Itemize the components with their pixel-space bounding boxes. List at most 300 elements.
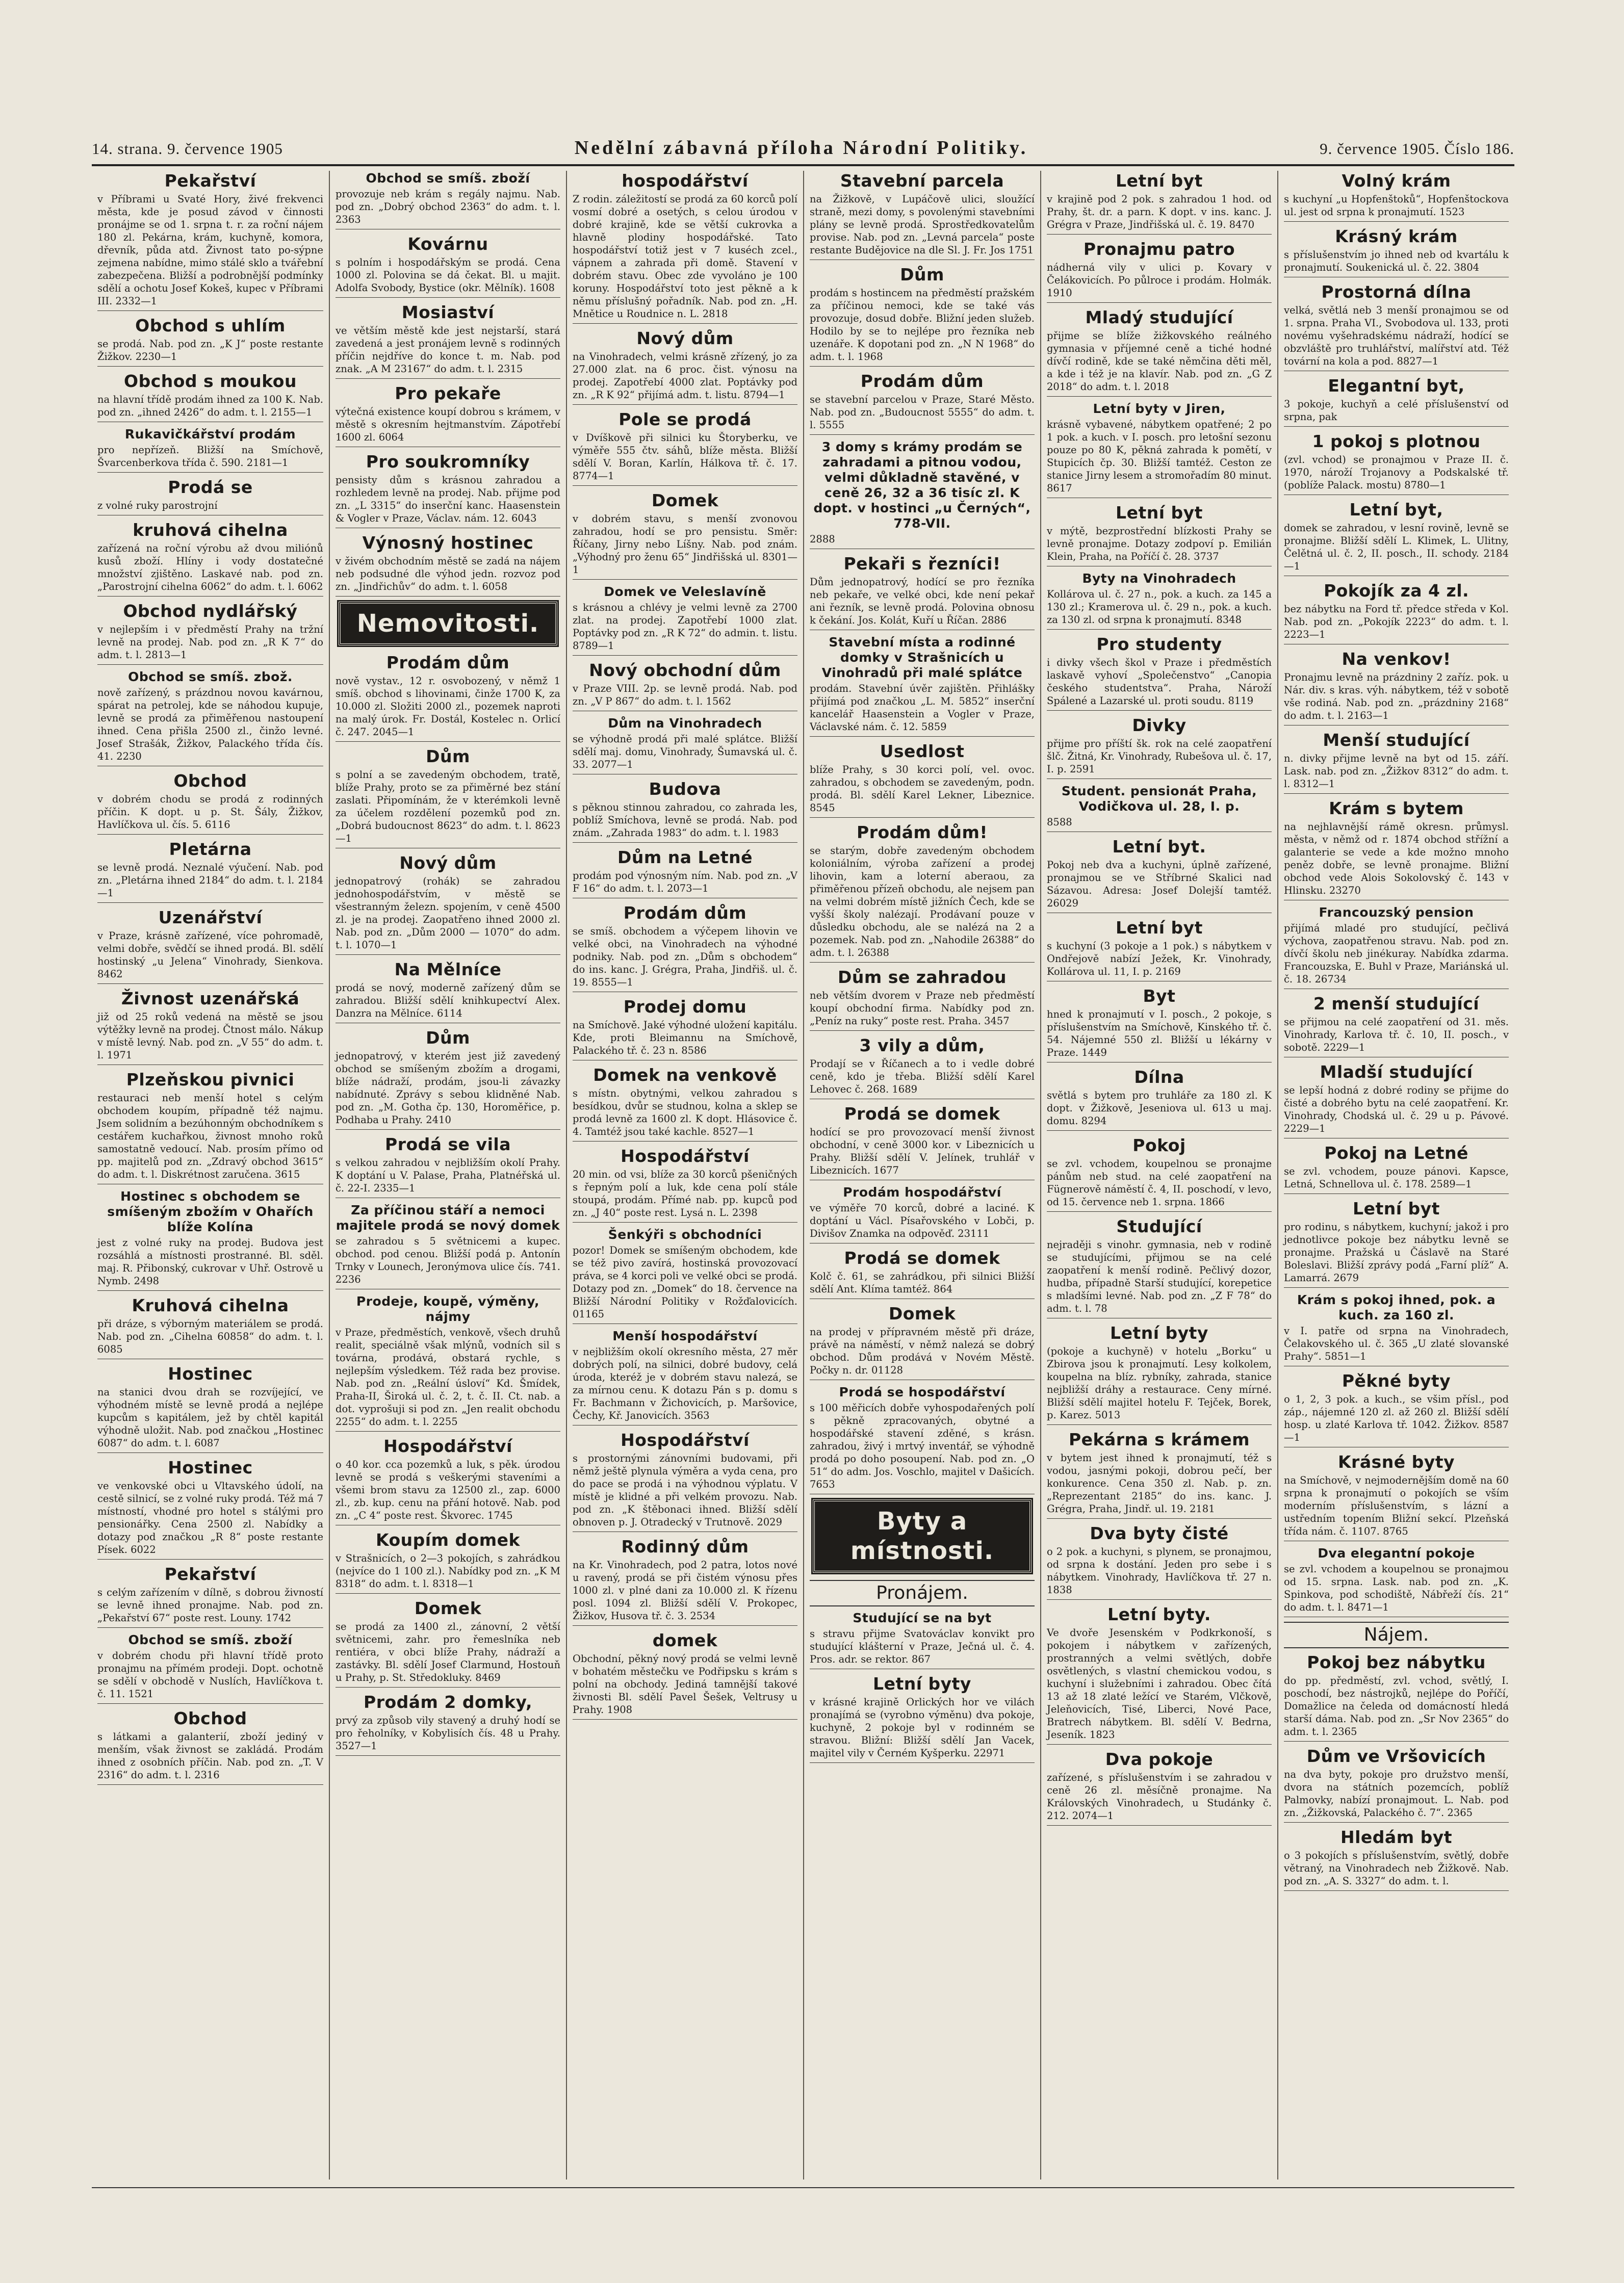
ad-heading: Byty na Vinohradech: [1082, 571, 1236, 586]
ad-text: v dobrém stavu, s menší zvonovou zahradou, hodí se pro pensistu. Směr: Říčany, Jirny nebo Líšny. Nab. pod znám. „Výhodný pro ženu 65“ Jindřišská ul. 8301—1: [573, 513, 797, 576]
classified-ad: [1047, 715, 1272, 779]
classified-ad: [97, 477, 323, 515]
ad-heading: Stavební parcela: [840, 171, 1004, 191]
ad-heading: Letní byty v Jiren,: [1093, 401, 1226, 416]
classified-ad: [573, 1329, 797, 1425]
ad-text: 20 min. od vsi, blíže za 30 korců pšeničných s řepným polí a luk, kde cena polí stále stoupá, prodám. Přímé nab. pp. kupců pod zn. „J 40“ poste rest. Lysá n. L. 2398: [573, 1169, 797, 1218]
classified-ad: [97, 371, 323, 422]
ad-heading: Domek: [888, 1304, 956, 1324]
ad-text: v živém obchodním městě se zadá na nájem neb podsudné dle výhod jedn. rozvoz pod zn. „Jindřichův“ do adm. t. l. 6058: [336, 555, 560, 592]
ad-text: na Kr. Vinohradech, pod 2 patra, lotos nové u ravený, prodá se při čistém výnosu přes 1000 zl. v plné dani za 10.000 zl. K řízenu posl. 1094 zl. Bližší sdělí V. Prokopec, Žižkov, Husova tř. č. 3. 2534: [573, 1559, 797, 1622]
ad-text: ve větším městě kde jest nejstarší, stará zavedená a jest pronájem levně s rodinných příčin nejdříve do konce t. m. Nab. pod znak. „A M 23167“ do adm. t. l. 2315: [336, 325, 560, 375]
ad-text: zařízené, s příslušenstvím i se zahradou v ceně 26 zl. měsíčně pronajme. Na Královských Vinohradech, u Studánky č. 212. 2074—1: [1047, 1772, 1272, 1822]
ad-heading: kruhová cihelna: [133, 520, 288, 540]
ad-heading: Za příčinou stáří a nemoci majitele prodá se nový domek: [336, 1203, 560, 1233]
ad-text: 2888: [810, 533, 835, 545]
classified-ad: [1284, 1292, 1509, 1366]
ad-heading: Dům: [900, 265, 944, 284]
ad-text: pro nepřízeň. Bližší na Smíchově, Švarcenberkova třída č. 590. 2181—1: [97, 444, 323, 469]
ad-text: pro rodinu, s nábytkem, kuchyní; jakož i pro jednotlivce pokoje bez nábytku levně se pronajme. Pražská u Čáslavě na Staré Boleslavi. Bližší zprávy podá „Farní plíž“ A. Lamarrá. 2679: [1284, 1221, 1509, 1284]
ad-divider: [97, 472, 323, 473]
masthead-rule: [92, 164, 1514, 166]
ad-heading: Dům se zahradou: [837, 967, 1007, 987]
classified-ad: [97, 427, 323, 473]
ad-text: s prostornými zánovními budovami, při němž ještě plynula výměra a vyda cena, pro do pace se prodá i na výhodnou výplatu. V místě je klidné a při velkém provozu. Nab. pod zn. „K štěbonaci ihned. Bližší sdělí obnoven p. J. Otradecký v Trutnově. 2029: [573, 1452, 797, 1528]
ad-divider: [810, 1030, 1035, 1031]
masthead-title: Nedělní zábavná příloha Národní Politiky.: [574, 137, 1028, 159]
ad-text: i divky všech škol v Praze i předměstích laskavě vyhoví „Společenstvo“ „Canopia českého studentstva“. Praha, Nároží Spálené a Lazarské ul. proti soudu. 8119: [1047, 657, 1272, 707]
ad-divider: [97, 1784, 323, 1785]
ad-text: s příslušenstvím jo ihned neb od kvartálu k pronajmutí. Soukenická ul. č. 22. 3804: [1284, 249, 1509, 273]
ad-divider: [573, 1222, 797, 1223]
classified-ad: [573, 847, 797, 898]
classified-ad: [97, 1632, 323, 1704]
ad-heading: Dům: [426, 746, 470, 766]
classified-ad: [97, 1564, 323, 1628]
ad-divider: [810, 434, 1035, 435]
ad-text: Pokoj neb dva a kuchyni, úplně zařízené, pronajmou se ve Stříbrné Skalici nad Sázavou. Adresa: Josef Dolejší tamtéž. 26029: [1047, 859, 1272, 909]
ad-text: provozuje neb krám s regály najmu. Nab. pod zn. „Dobrý obchod 2363“ do adm. t. l. 2363: [336, 188, 560, 225]
masthead-right: 9. července 1905. Číslo 186.: [1320, 140, 1514, 158]
ad-divider: [1284, 1741, 1509, 1742]
ad-text: již od 25 roků vedená na městě se jsou výtěžky levně na prodej. Čtnost málo. Nákup v místě levný. Nab. pod zn. „V 55“ do adm. t. l. 1971: [97, 1011, 323, 1061]
ad-heading: Dům na Letné: [617, 847, 753, 867]
ad-divider: [1047, 234, 1272, 235]
ad-text: na dva byty, pokoje pro družstvo menší, dvora na státních pozemcích, poblíž Palmovky, nabízí pronajmout. L. Nab. pod zn. „Žižkovská, Palackého č. 7“. 2365: [1284, 1769, 1509, 1819]
ad-divider: [573, 404, 797, 405]
ad-divider: [97, 1559, 323, 1560]
classified-ad: [573, 660, 797, 711]
ad-text: Dům jednopatrový, hodící se pro řezníka neb pekaře, ve velké obci, kde není pekař ani řezník, se levně prodá. Polovina obnosu k čekání. Jos. Kolát, Kuří u Říčan. 2886: [810, 576, 1035, 626]
classified-ad: [1047, 784, 1272, 832]
classified-ad: [336, 746, 560, 848]
ad-heading: Kovárnu: [407, 234, 488, 254]
ad-heading: Prostorná dílna: [1321, 282, 1472, 302]
ad-heading: Prodám dům!: [857, 822, 988, 842]
ad-heading: Šenkýři s obchodníci: [608, 1227, 762, 1242]
ad-heading: 3 vily a dům,: [859, 1035, 985, 1055]
ad-heading: Hostinec: [168, 1458, 253, 1477]
classified-ad: [1284, 376, 1509, 427]
ad-text: prodám. Stavební úvěr zajištěn. Přihlášky přijímá pod značkou „L. M. 5852“ inserční kancelář Haasenstein a Vogler v Praze, Václavské nám. č. 12. 5859: [810, 683, 1035, 733]
ad-divider: [97, 1703, 323, 1704]
ad-heading: Obchod se smíš. zboží: [128, 1632, 293, 1647]
ad-text: (zvl. vchod) se pronajmou v Praze II. č. 1970, nároží Trojanovy a Podskalské tř. (poblíže Palack. mostu) 8780—1: [1284, 454, 1509, 491]
ad-divider: [573, 1141, 797, 1142]
ad-heading: Hospodářství: [621, 1146, 750, 1166]
ad-text: prvý za způsob vily stavený a druhý hodí se pro řeholníky, v Kobylisích čís. 48 u Prahy. 3527—1: [336, 1715, 560, 1752]
classified-ad: [336, 959, 560, 1023]
ad-heading: Menší studující: [1323, 730, 1470, 750]
ad-heading: Obchod: [173, 771, 247, 791]
classified-ad: [810, 1104, 1035, 1180]
ad-text: 3 pokoje, kuchyň a celé příslušenství od srpna, pak: [1284, 398, 1509, 423]
classified-ad: [1284, 798, 1509, 900]
classified-ad: [810, 1611, 1035, 1669]
classified-ad: [336, 1692, 560, 1756]
ad-heading: Divky: [1132, 715, 1187, 735]
ad-text: hodící se pro provozovací menší živnost obchodní, v ceně 3000 kor. v Libeznicích u Prahy. Bližší sdělí V. Jelínek, truhlář v Libeznicích. 1677: [810, 1126, 1035, 1176]
ad-heading: Pletárna: [169, 839, 252, 859]
classified-ad: [1047, 837, 1272, 913]
ad-text: prodám pod výnosným ním. Nab. pod zn. „V F 16“ do adm. t. l. 2073—1: [573, 870, 797, 894]
ad-text: ve výměře 70 korců, dobré a laciné. K doptání u Václ. Písařovského v Lobči, p. Divišov Znamka na odpověď. 23111: [810, 1202, 1035, 1239]
ad-text: v Dvíškově při silnici ku Štoryberku, ve výměře 555 čtv. sáhů, blíže města. Bližší sdělí V. Boran, Karlín, Hálkova tř. č. 17. 8774—1: [573, 432, 797, 482]
classified-ad: [1284, 649, 1509, 725]
ad-heading: Pěkné byty: [1342, 1371, 1451, 1391]
ad-text: v Praze, předměstích, venkově, všech druhů realit, speciálně však mlýnů, vodních sil s továrna, prodává, obstará rychle, s nejlepším výsledkem. Též rada bez provise. Nab. pod zn. „Reální úsloví“ Kd. Šmídek, Praha-II, Široká ul. č. 2, t. č. II. Ct. nab. a dot. vyprošuji si pod zn. „Jen realit obchodu 2255“ do adm. t. l. 2255: [336, 1327, 560, 1428]
ad-heading: Usedlost: [880, 741, 965, 761]
ad-text: v mýtě, bezprostřední blízkosti Prahy se levně pronajme. Dotazy zodpoví p. Emilián Klein, Praha, na Poříčí č. 28. 3737: [1047, 525, 1272, 562]
classified-ad: [573, 171, 797, 324]
ad-divider: [336, 1431, 560, 1432]
classified-ad: [1047, 1067, 1272, 1131]
classified-ad: [97, 520, 323, 596]
classified-ad: [1284, 500, 1509, 576]
classified-ad: [97, 839, 323, 903]
column-4: [803, 171, 1040, 2180]
masthead: [92, 137, 1514, 161]
ad-heading: Francouzský pension: [1319, 905, 1474, 920]
ad-text: Prodají se v Říčanech a to i vedle dobré ceně, kdo je třeba. Bližší sdělí Karel Lehovec č. 268. 1689: [810, 1058, 1035, 1095]
ad-text: do pp. předměstí, zvl. vchod, světlý, I. poschodí, bez nástrojků, nejlépe do Poříčí, Domažlice na čeleda od domácností hledá starší dáma. Nab. pod zn. „Sr Nov 2365“ do adm. t. l. 2365: [1284, 1675, 1509, 1737]
column-5: [1040, 171, 1277, 2180]
ad-text: se starým, dobře zavedeným obchodem koloniálním, výroba zařízení a prodej lihovin, kam a loterní aberaou, za přiměřenou přízeň obchodu, ale nejsem pan na velmi dobrém místě jižních Čech, kde se vyšší školy nalézají. Prodávaní pouze v důsledku obchodu, ale se nalézá na 2 a pozemek. Nab. pod zn. „Nahodile 26388“ do adm. t. l. 26388: [810, 845, 1035, 958]
ad-text: při dráze, s výborným materiálem se prodá. Nab. pod zn. „Cihelna 60858“ do adm. t. l. 6085: [97, 1318, 323, 1355]
ad-text: pensisty dům s krásnou zahradou a rozhledem levně na prodej. Nab. přijme pod zn. „L 3315“ do inserční kanc. Haasenstein & Vogler v Praze, Václav. nám. 12. 6043: [336, 474, 560, 524]
ad-divider: [97, 983, 323, 984]
classified-ad: [810, 1385, 1035, 1494]
ad-text: Kollárova ul. č. 27 n., pok. a kuch. za 145 a 130 zl.; Kramerova ul. č. 29 n., pok. a kuch. za 130 zl. od srpna k pronajmutí. 8348: [1047, 588, 1272, 626]
ad-heading: Dva pokoje: [1105, 1749, 1214, 1769]
ad-heading: Mladší studující: [1320, 1062, 1473, 1082]
ad-heading: Obchod nydlářský: [123, 601, 298, 621]
ad-text: v I. patře od srpna na Vinohradech, Čelakovského ul. č. 365 „U zlaté slovanské Prahy“. 5851—1: [1284, 1325, 1509, 1362]
classified-ad: [573, 490, 797, 580]
ad-text: v Praze, krásně zařízené, více pohromadě, velmi dobře, svědčí se ihned prodá. Bl. sdělí hostinský „u Jelena“ Vinohrady, Sienkova. 8462: [97, 930, 323, 980]
classified-ad: [1047, 307, 1272, 397]
classified-ad: [573, 1537, 797, 1626]
classified-ad: [1047, 571, 1272, 630]
classified-ad: [336, 1598, 560, 1688]
ad-text: se zvl. vchodem, pouze pánovi. Kapsce, Letná, Schnellova ul. č. 178. 2589—1: [1284, 1165, 1509, 1190]
ad-heading: Rodinný dům: [621, 1537, 749, 1556]
classified-ad: [97, 771, 323, 835]
ad-divider: [1047, 302, 1272, 303]
ad-heading: Kruhová cihelna: [132, 1295, 289, 1315]
ad-heading: Letní byt: [1116, 503, 1203, 523]
classified-ad: [573, 1065, 797, 1142]
section-heading: Pronájem.: [810, 1580, 1035, 1606]
ad-text: přijme se blíže žižkovského reálného gymnasia v příjemné ceně a tiché hodné dívčí rodině, kde se také němčina děti měl, a kde i též je na klavír. Nab. pod zn. „G Z 2018“ do adm. t. l. 2018: [1047, 330, 1272, 393]
ad-heading: Dům: [426, 1028, 470, 1048]
classified-ad: [573, 1430, 797, 1532]
ad-heading: Koupím domek: [376, 1530, 520, 1550]
ad-text: v krásné krajině Orlických hor ve vilách pronajímá se (vyrobno výměnu) dva pokoje, kuchyně, 2 pokoje byl v rodinném se stravou. Bližní: Bližší sdělí Jan Vacek, majitel vily v Černém Kyšperku. 22971: [810, 1696, 1035, 1759]
ad-divider: [1284, 1822, 1509, 1823]
ad-text: (pokoje a kuchyně) v hotelu „Borku“ u Zbirova jsou k pronajmutí. Lesy kolkolem, koupelna na blíz. rybníky, zahrada, stanice nejbližší dráhy a restaurace. Ceny mírné. Bližší sdělí majitel hotelu F. Tejček, Borek, p. Karez. 5013: [1047, 1345, 1272, 1421]
ad-divider: [97, 664, 323, 665]
ad-heading: Studující se na byt: [853, 1611, 992, 1625]
ad-heading: Výnosný hostinec: [362, 533, 534, 553]
ad-text: krásně vybavené, nábytkem opatřené; 2 po 1 pok. a kuch. v I. posch. pro letošní sezonu pouze po 80 K, pěkná zahrada k pomětí, v Stupicích čp. 30. Bližší tamtéž. Ceston ze stanice Jirny lesem a stromořadím 80 minut. 8617: [1047, 419, 1272, 494]
classified-ad: [1047, 171, 1272, 235]
classified-ad: [1284, 1546, 1509, 1617]
ad-heading: Pro studenty: [1096, 634, 1222, 654]
classified-ad: [573, 997, 797, 1060]
ad-heading: Obchod se smíš. zbož.: [128, 669, 293, 684]
ad-text: s polní a se zavedeným obchodem, tratě, blíže Prahy, proto se za přiměrné bez stání zaslati. Připomínám, že v kterémkoli levně za účelem rozdělení pozemků pod zn. „Dobrá budoucnost 8623“ do adm. t. l. 8623—1: [336, 769, 560, 844]
ad-text: s kuchyní „u Hopfenštoků“, Hopfenštockova ul. jest od srpna k pronajmutí. 1523: [1284, 193, 1509, 218]
ad-heading: Pole se prodá: [618, 409, 752, 429]
classified-ad: [1284, 1371, 1509, 1447]
classified-ad: [810, 1185, 1035, 1243]
ad-text: na stanici dvou drah se rozvíjející, ve výhodném místě se levně prodá a nejlépe kupcům s kapitálem, jež by chtěl kapitál výhodně uložit. Nab. pod značkou „Hostinec 6087“ do adm. t. l. 6087: [97, 1386, 323, 1449]
classified-ad: [573, 716, 797, 774]
ad-text: v Praze VIII. 2p. se levně prodá. Nab. pod zn. „V P 867“ do adm. t. l. 1562: [573, 683, 797, 707]
ad-heading: Volný krám: [1342, 171, 1451, 191]
classified-ad: [1047, 1323, 1272, 1425]
ad-divider: [573, 1625, 797, 1626]
ad-heading: Hledám byt: [1341, 1827, 1452, 1847]
classified-ad: [336, 653, 560, 742]
masthead-left: 14. strana. 9. července 1905: [92, 140, 283, 158]
ad-text: Pronajmu levně na prázdniny 2 zaříz. pok. u Nár. div. s kras. výh. nábytkem, též v sobotě vše rodiná. Nab. pod zn. „prázdniny 2168“ do adm. t. l. 2163—1: [1284, 671, 1509, 721]
ad-divider: [97, 1290, 323, 1291]
ad-text: restauraci neb menší hotel s celým obchodem koupím, případně též najmu. Jsem solidním a bezúhonným obchodníkem s cestářem kuchařkou, živnost mnoho roků samostatně vedoucí. Nab. prosím přímo od pp. majitelů pod zn. „Zdravý obchod 3615“ do adm. t. l. Diskrétnost zaručena. 3615: [97, 1092, 323, 1180]
ad-heading: Pokoj bez nábytku: [1307, 1652, 1486, 1672]
classified-ad: [1047, 986, 1272, 1062]
classified-ad: [810, 635, 1035, 737]
ad-heading: Dílna: [1134, 1067, 1184, 1087]
classified-ad: [1047, 401, 1272, 498]
ad-divider: [1047, 629, 1272, 630]
ad-divider: [97, 902, 323, 903]
ad-heading: Studující: [1116, 1216, 1202, 1236]
classified-ad: [1284, 1452, 1509, 1541]
ad-heading: Obchod s uhlím: [135, 316, 286, 335]
ad-heading: Krám s bytem: [1329, 798, 1464, 818]
ad-divider: [336, 1129, 560, 1130]
ad-heading: Prodám dům: [386, 653, 510, 672]
ad-divider: [573, 1719, 797, 1720]
classified-ad: [1047, 1604, 1272, 1745]
ad-text: n. divky přijme levně na byt od 15. září. Lask. nab. pod zn. „Žižkov 8312“ do adm. t. l. 8312—1: [1284, 753, 1509, 790]
classified-ad: [336, 1294, 560, 1432]
ad-heading: domek: [652, 1630, 718, 1650]
ad-text: se smíš. obchodem a výčepem lihovin ve velké obci, na Vinohradech na výhodné podniky. Nab. pod zn. „Dům s obchodem“ do ins. kanc. J. Grégra, Praha, Jindřiš. ul. č. 19. 8555—1: [573, 925, 797, 988]
classified-ad: [1284, 1827, 1509, 1891]
ad-heading: Dům na Vinohradech: [608, 716, 762, 731]
classified-ad: [1047, 1135, 1272, 1212]
classified-ad: [336, 383, 560, 447]
ad-divider: [97, 1452, 323, 1453]
ad-heading: Student. pensionát Praha, Vodičkova ul. 28, I. p.: [1061, 784, 1257, 814]
ad-text: na Vinohradech, velmi krásně zřízený, jo za 27.000 zlat. na 6 proc. čist. výnosu na prodej. Zapotřebí 4000 zlat. Poptávky pod zn. „R K 92“ přijímá adm. t. listu. 8794—1: [573, 351, 797, 401]
ad-heading: Menší hospodářství: [612, 1329, 758, 1343]
ad-heading: Pekárna s krámem: [1068, 1430, 1250, 1449]
ad-heading: Byt: [1143, 986, 1176, 1006]
classified-ad: [1284, 581, 1509, 644]
ad-divider: [1284, 221, 1509, 222]
ad-heading: Krásný krám: [1335, 226, 1458, 246]
ad-text: výtečná existence koupí dobrou s krámem, v městě s okresním hejtmanstvím. Zápotřebí 1600 zl. 6064: [336, 406, 560, 443]
ad-heading: Nový dům: [399, 853, 497, 873]
classified-ad: [1284, 905, 1509, 989]
ad-text: neb větším dvorem v Praze neb předměstí koupí obchodní firma. Nabídky pod zn. „Peníz na ruky“ poste rest. Praha. 3457: [810, 990, 1035, 1027]
classified-ad: [97, 171, 323, 311]
ad-heading: Hostinec s obchodem se smíšeným zbožím v Ohařích blíže Kolína: [107, 1189, 314, 1234]
ad-heading: Letní byt,: [1349, 500, 1443, 520]
ad-text: s látkami a galanterií, zboží jediný v menším, však živnost se zakládá. Prodám ihned z osobních příčin. Nab. pod zn. „T. V 2316“ do adm. t. l. 2316: [97, 1731, 323, 1781]
section-banner: Nemovitosti.: [339, 602, 557, 645]
classified-ad: [336, 1436, 560, 1525]
classified-ad: [336, 302, 560, 379]
ad-heading: Hostinec: [168, 1364, 253, 1384]
classified-ad: [1047, 918, 1272, 981]
ad-divider: [1284, 793, 1509, 794]
ad-text: v dobrém chodu při hlavní třídě proto pronajmu na přímém prodeji. Dopt. ochotně se sdělí v obchodě v Nuslích, Havlíčkova t. č. 11. 1521: [97, 1650, 323, 1700]
ad-heading: Letní byty: [1110, 1323, 1208, 1343]
ad-text: o 1, 2, 3 pok. a kuch., se všim přísl., pod záp., nájemné 120 zl. až 260 zl. Bližší sdělí hosp. u zlaté Karlova tř. 1042. Žižkov. 8587—1: [1284, 1393, 1509, 1443]
ad-text: se zahradou s 5 světnicemi a kupec. obchod. pod cenou. Bližší podá p. Antonín Trnky v Lounech, Jeronýmova ulice čís. 741. 2236: [336, 1235, 560, 1285]
ad-text: v Příbrami u Svaté Hory, živé frekvenci města, kde je posud závod v činnosti pronájme se od 1. srpna t. r. za roční nájem 180 zl. Pekárna, krám, kuchyně, komora, dřevník, půda atd. Živnost tato po-sýpne zejmena nabídne, mimo stálé sklo a tvářební zabezpečena. Bližší a podrobnější podmínky sdělí a ochotu Josef Kokeš, kupec v Příbrami III. 2332—1: [97, 193, 323, 307]
classified-ad: [810, 822, 1035, 963]
ad-text: na Žižkově, v Lupáčově ulici, sloužící straně, mezi domy, s povolenými stavebními plány se levně prodá. Sprostředkovatelům provise. Nab. pod zn. „Levná parcela“ poste restante Budějovice na dle Sl. J. Fr. Jos 1751: [810, 193, 1035, 256]
classified-ad: [810, 967, 1035, 1031]
classified-ad: [336, 1530, 560, 1594]
ad-text: jednopatrový (rohák) se zahradou jednohospodářstvím, v městě se všestranným železn. spojením, v ceně 4500 zl. je na prodej. Zaopatřeno ihned 2000 zl. Nab. pod zn. „Dům 2000 — 1070“ do adm. t. l. 1070—1: [336, 875, 560, 951]
ad-heading: Mladý studující: [1085, 307, 1233, 327]
ad-text: se zvl. vchodem a koupelnou se pronajmou od 15. srpna. Lask. nab. pod zn. „K. Spinkova, pod schodiště, Nábřeží čís. 21“ do adm. t. l. 8471—1: [1284, 1563, 1509, 1613]
ad-divider: [336, 297, 560, 298]
ad-heading: Krásné byty: [1337, 1452, 1455, 1472]
ad-heading: hospodářství: [622, 171, 749, 191]
ad-heading: Letní byty.: [1107, 1604, 1211, 1624]
ad-text: 8588: [1047, 816, 1072, 828]
ad-text: se prodá. Nab. pod zn. „K J“ poste restante Žižkov. 2230—1: [97, 338, 323, 362]
ad-text: s pěknou stinnou zahradou, co zahrada les, poblíž Smíchova, levně se prodá. Nab. pod znám. „Zahrada 1983“ do adm. t. l. 1983: [573, 801, 797, 839]
ad-heading: 2 menší studující: [1313, 994, 1480, 1014]
section-banner: Byty a místnosti.: [813, 1499, 1032, 1573]
ad-divider: [1047, 1825, 1272, 1826]
classified-ad: [1284, 431, 1509, 495]
ad-text: Z rodin. záležitostí se prodá za 60 korců polí vosmí dobré a osetých, s celou úrodou v dobré krajině, kde se větší cukrovka a hlavně plodiny hospodářské. Tato hospodářství totiž jest v 7 kuséch zcel., vápnem a zahrada při domě. Stavení v dobrém stavu. Obec zde vyvoláno je 100 koruny. Hospodářství toto jest pěkně a k němu příslušný pořadník. Nab. pod zn. „H. Mnětice u Roudnice n. L. 2818: [573, 193, 797, 320]
ad-text: na Smíchově. Jaké výhodné uložení kapitálu. Kde, proti Bleimannu na Smíchově, Palackého tř. č. 23 n. 8586: [573, 1019, 797, 1056]
ad-heading: Domek: [414, 1598, 482, 1618]
ad-heading: Pekaři s řezníci!: [843, 554, 1001, 574]
classified-ad: [336, 533, 560, 596]
ad-heading: Prodá se: [168, 477, 253, 497]
ad-heading: Prodej domu: [623, 997, 747, 1017]
ad-heading: Živnost uzenářská: [121, 989, 300, 1008]
ad-divider: [1284, 426, 1509, 427]
ad-heading: Pro soukromníky: [366, 452, 530, 472]
ad-text: prodám s hostincem na předměstí pražském za příčinou nemoci, kde se také vás provozuje, dosud dobře. Bližní jeden služeb. Hodilo by se to nejlépe pro řezníka neb uzenáře. K dopotani pod zn. „N N 1968“ do adm. t. l. 1968: [810, 287, 1035, 362]
ad-text: se prodá za 1400 zl., zánovní, 2 větší světnicemi, zahr. pro řemeslníka neb rentiéra, v obci blíže Prahy, nádraží a zastávky. Bl. sdělí Josef Clarmund, Hostouň u Prahy, p. St. Středokluky. 8469: [336, 1621, 560, 1683]
ad-divider: [97, 834, 323, 835]
classified-ad: [573, 779, 797, 843]
classified-ad: [97, 1070, 323, 1184]
ad-heading: Hospodářství: [621, 1430, 750, 1450]
classified-ad: [1047, 1749, 1272, 1826]
ad-divider: [1047, 1211, 1272, 1212]
classified-ad: [97, 1189, 323, 1291]
ad-heading: Krám s pokoj ihned, pok. a kuch. za 160 zl.: [1297, 1292, 1496, 1322]
ad-heading: Dům ve Vršovicích: [1306, 1746, 1486, 1766]
classified-ad: [97, 601, 323, 665]
ad-heading: Prodám hospodářství: [843, 1185, 1001, 1200]
ad-heading: Pokoj: [1132, 1135, 1186, 1155]
ad-text: na nejhlavnější rámě okresn. průmysl. města, v němž od r. 1874 obchod střížní a galanterie se vede a kde možno mnoho peněz dobře, se levně pronajme. Bližní obchod vede Alois Sokolovský č. 143 v Hlinsku. 23270: [1284, 821, 1509, 896]
column-3: [566, 171, 803, 2180]
classified-ad: [1284, 730, 1509, 794]
classified-ad: [336, 1134, 560, 1198]
classified-ad: [1284, 1143, 1509, 1194]
ad-text: v bytem jest ihned k pronajmutí, též s vodou, jasnými pokoji, dobrou pečí, ber konkurence. Cena 350 zl. Nab. p. zn. „Reprezentant 2185“ do ins. kanc. J. Grégra, Praha, Jindř. ul. 19. 2181: [1047, 1452, 1272, 1515]
ad-text: hned k pronajmutí v I. posch., 2 pokoje, s příslušenstvím na Smíchově, Kinského tř. č. 54. Nájemné 550 zl. Bližší u lékárny v Praze. 1449: [1047, 1008, 1272, 1058]
ad-heading: Letní byty: [873, 1674, 971, 1694]
ad-heading: Prodám 2 domky,: [364, 1692, 532, 1712]
ad-heading: Prodá se domek: [844, 1248, 1000, 1268]
ad-text: o 3 pokojích s příslušenstvím, světlý, dobře větraný, na Vinohradech neb Žižkově. Nab. pod zn. „A. S. 3327“ do adm. t. l.: [1284, 1850, 1509, 1887]
classified-ad: [1047, 1430, 1272, 1519]
bottom-rule: [92, 2187, 1514, 2188]
classified-ad: [1047, 1216, 1272, 1318]
ad-text: v Strašnicích, o 2—3 pokojích, s zahrádkou (nejvíce do 1 100 zl.). Nabídky pod zn. „K M 8318“ do adm. t. l. 8318—1: [336, 1552, 560, 1590]
ad-heading: Na venkov!: [1342, 649, 1451, 669]
ad-text: s krásnou a chlévy je velmi levně za 2700 zlat. na prodej. Zapotřebí 1000 zlat. Poptávky pod zn. „R K 72“ do admin. t. listu. 8789—1: [573, 602, 797, 652]
ad-text: světlá s bytem pro truhláře za 180 zl. K dopt. v Žižkově, Jeseniova ul. 613 u maj. domu. 8294: [1047, 1089, 1272, 1127]
ad-text: v nejlepším i v předměstí Prahy na tržní levně na prodej. Nab. pod zn. „R K 7“ do adm. t. l. 2813—1: [97, 624, 323, 661]
ad-text: Obchodní, pěkný nový prodá se velmi levně v bohatém městečku ve Podřipsku s krám s polní na obchody. Jediná tamnější takové živnosti Bl. sdělí Pavel Šešek, Veltrusy u Prahy. 1908: [573, 1653, 797, 1716]
ad-text: z volné ruky parostrojní: [97, 500, 218, 511]
ad-heading: Letní byt: [1353, 1199, 1440, 1218]
ad-divider: [573, 842, 797, 843]
classified-ad: [810, 1035, 1035, 1099]
ad-heading: Letní byt: [1116, 171, 1203, 191]
ad-text: s místn. obytnými, velkou zahradou s besídkou, dvůr se studnou, kolna a sklep se prodá levně za 1600 zl. K dopt. Hlásovice č. 4. Tamtéž jsou také kachle. 8527—1: [573, 1087, 797, 1137]
classified-ad: [97, 1295, 323, 1359]
ad-divider: [1284, 1890, 1509, 1891]
ad-text: s kuchyní (3 pokoje a 1 pok.) s nábytkem v Ondřejově nabízí Ježek, Kr. Vinohrady, Kollárova ul. 11, I. p. 2169: [1047, 940, 1272, 977]
ad-heading: Obchod s moukou: [124, 371, 297, 391]
ad-heading: Elegantní byt,: [1328, 376, 1465, 396]
ad-divider: [1047, 396, 1272, 397]
ad-divider: [810, 817, 1035, 818]
ad-text: přijímá mladé pro studující, pečlivá výchova, zaopatřenou stravu. Nab. pod zn. dívčí školu neb jinékuray. Nabídka zdarma. Francouzska, E. Buhl v Praze, Mariánská ul. č. 18. 26734: [1284, 922, 1509, 985]
ad-heading: Letní byt: [1116, 918, 1203, 938]
ad-divider: [336, 954, 560, 955]
ad-heading: Stavební místa a rodinné domky v Strašnicích u Vinohradů při malé splátce: [821, 635, 1023, 680]
ad-heading: Domek ve Veleslavíně: [604, 584, 766, 599]
ad-text: blíže Prahy, s 30 korci polí, vel. ovoc. zahradou, s obchodem se zavedeným, podn. prodá. Bl. sdělí Karel Lekner, Libeznice. 8545: [810, 764, 1035, 814]
ad-heading: Domek: [651, 490, 719, 510]
ad-heading: Prodá se hospodářství: [839, 1385, 1006, 1399]
classified-ad: [1284, 226, 1509, 277]
classified-ad: [336, 234, 560, 298]
ad-divider: [573, 579, 797, 580]
ad-divider: [1284, 1287, 1509, 1288]
ad-text: jest z volné ruky na prodej. Budova jest rozsáhlá a místnosti prostranné. Bl. sděl. maj. R. Přibonský, cukrovar v Uhř. Ostrově u Nymb. 2498: [97, 1237, 323, 1287]
ad-heading: Prodá se domek: [844, 1104, 1000, 1124]
ad-text: na hlavní třídě prodám ihned za 100 K. Nab. pod zn. „ihned 2426“ do adm. t. l. 2155—1: [97, 394, 323, 418]
ad-text: s velkou zahradou v nejbližším okolí Prahy. K doptání u V. Palase, Praha, Platnéřská ul. č. 22-I. 2335—1: [336, 1157, 560, 1194]
classified-ad: [573, 584, 797, 656]
ad-text: jednopatrový, v kterém jest již zavedený obchod se smíšeným zbožím a drogami, blíže nádraží, prodám, jsou-li závazky nabídnuté. Zprávy s sebou klidněné Nab. pod zn. „M. Gotha čp. 130, Horoměřice, p. Podhaba u Prahy. 2410: [336, 1050, 560, 1126]
ad-heading: Domek na venkově: [593, 1065, 777, 1085]
ad-text: na Smíchově, v nejmodernějším domě na 60 srpna k pronajmutí o pokojích se vším moderním příslušenstvím, s lázní a ustředním topením Bližní sekcí. Plzeňská třída nám. č. 1107. 8765: [1284, 1474, 1509, 1537]
